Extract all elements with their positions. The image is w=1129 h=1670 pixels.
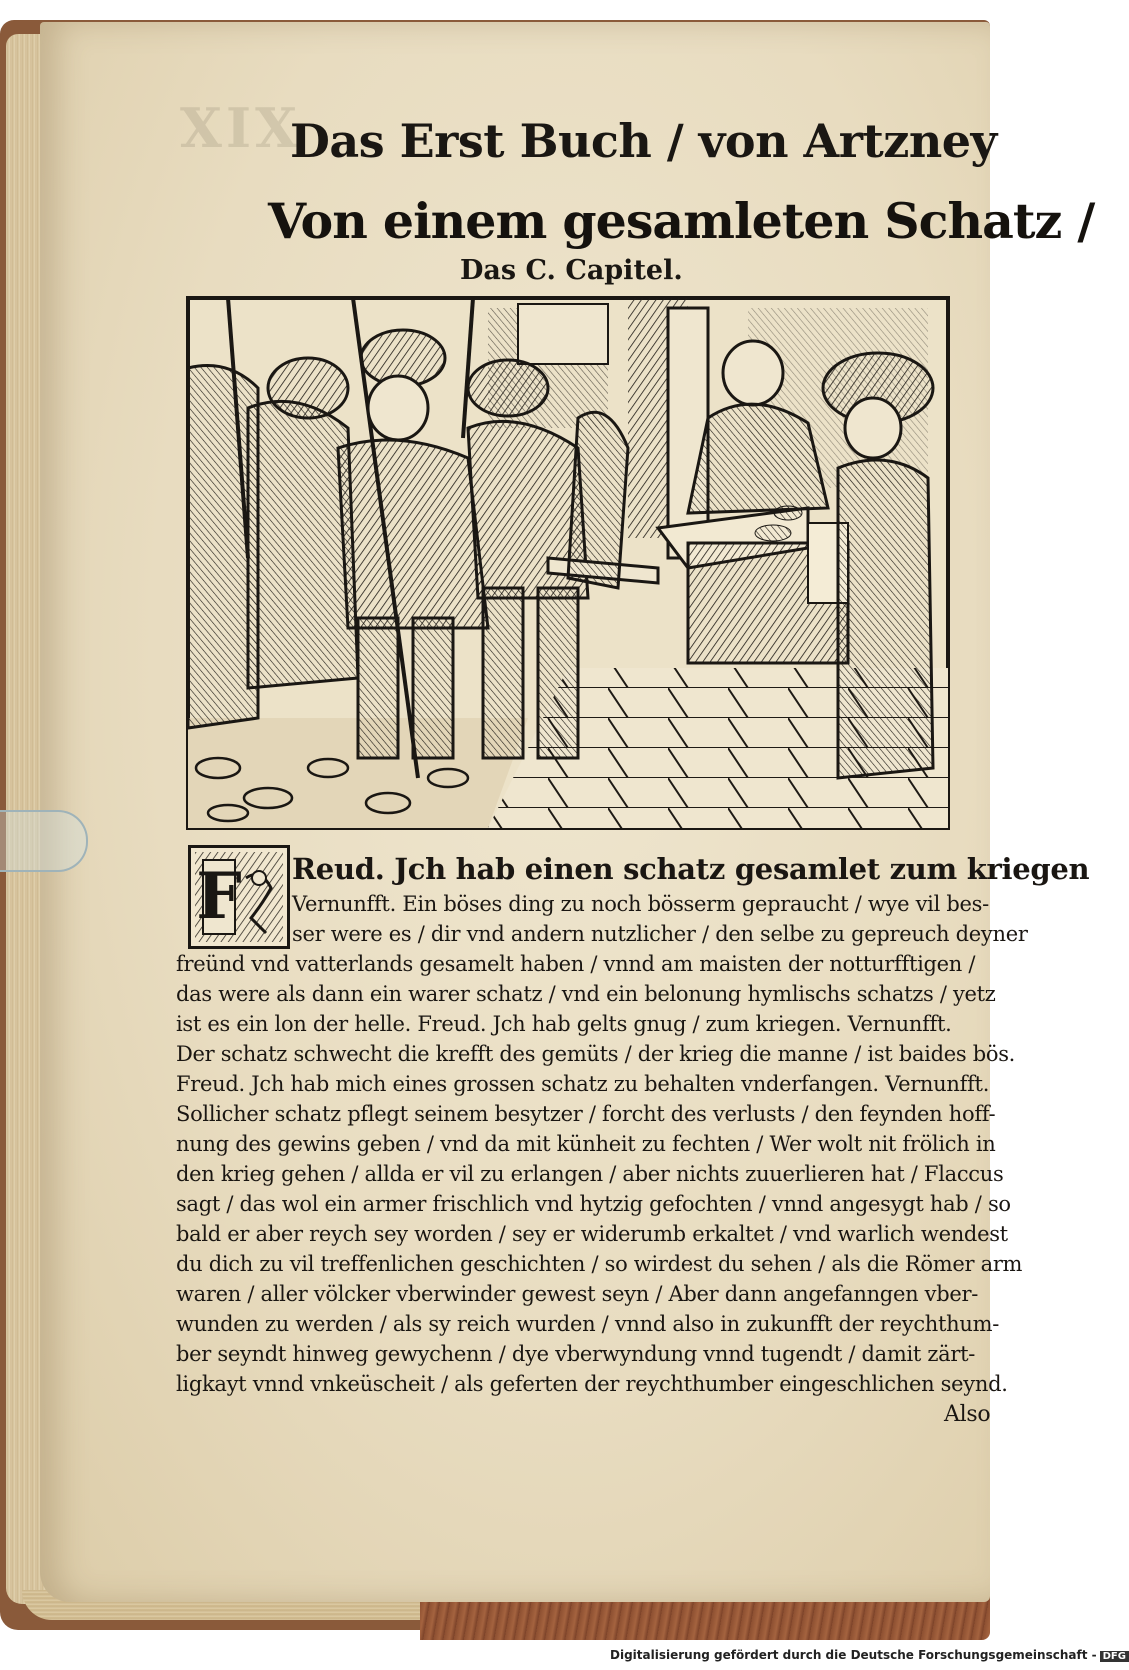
text-line: waren / aller völcker vberwinder gewest seyn / Aber dann angefanngen vber-: [176, 1282, 979, 1306]
text-line: Reud. Jch hab einen schatz gesamlet zum kriegen: [292, 852, 1090, 886]
text-line: das were als dann ein warer schatz / vnd ein belonung hymlischs schatzs / yetz: [176, 982, 996, 1006]
running-headline: Das Erst Buch / von Artzney: [290, 114, 997, 168]
credit-text: Digitalisierung gefördert durch die Deutsche Forschungsgemeinschaft -: [610, 1648, 1097, 1662]
show-through-text: XIX: [180, 96, 302, 160]
dfg-logo: DFG: [1100, 1651, 1129, 1662]
text-line: ligkayt vnnd vnkeüscheit / als geferten der reychthumber eingeschlichen seynd.: [176, 1372, 1008, 1396]
digitization-credit: [610, 1648, 1129, 1662]
woodcut-illustration: [188, 298, 948, 828]
decorated-initial: [188, 845, 290, 949]
text-line: sagt / das wol ein armer frischlich vnd hytzig gefochten / vnnd angesygt hab / so: [176, 1192, 1011, 1216]
text-line: wunden zu werden / als sy reich wurden / vnnd also in zukunfft der reychthum-: [176, 1312, 1000, 1336]
text-line: den krieg gehen / allda er vil zu erlangen / aber nichts zuuerlieren hat / Flaccus: [176, 1162, 1004, 1186]
text-line: ist es ein lon der helle. Freud. Jch hab gelts gnug / zum kriegen. Vernunfft.: [176, 1012, 952, 1036]
text-line: bald er aber reych sey worden / sey er widerumb erkaltet / vnd warlich wendest: [176, 1222, 1008, 1246]
text-line: du dich zu vil treffenlichen geschichten / so wirdest du sehen / als die Römer arm: [176, 1252, 1023, 1276]
text-line: ser were es / dir vnd andern nutzlicher / den selbe zu gepreuch deyner: [292, 922, 1028, 946]
initial-letter: F: [196, 859, 242, 934]
catchword: Also: [944, 1402, 991, 1427]
text-line: nung des gewins geben / vnd da mit künheit zu fechten / Wer wolt nit frölich in: [176, 1132, 996, 1156]
page-clip: [0, 810, 88, 872]
text-line: Der schatz schwecht die krefft des gemüts / der krieg die manne / ist baides bös.: [176, 1042, 1016, 1066]
text-line: Freud. Jch hab mich eines grossen schatz zu behalten vnderfangen. Vernunfft.: [176, 1072, 990, 1096]
chapter-number: Das C. Capitel.: [460, 255, 683, 286]
text-line: ber seyndt hinweg gewychenn / dye vberwyndung vnnd tugendt / damit zärt-: [176, 1342, 976, 1366]
chapter-title: Von einem gesamleten Schatz /: [268, 192, 1095, 250]
text-line: Vernunfft. Ein böses ding zu noch bösserm gepraucht / wye vil bes-: [292, 892, 989, 916]
leather-binding: [420, 1600, 990, 1640]
text-line: Sollicher schatz pflegt seinem besytzer / forcht des verlusts / den feynden hoff-: [176, 1102, 996, 1126]
text-line: freünd vnd vatterlands gesamelt haben / vnnd am maisten der notturfftigen /: [176, 952, 976, 976]
